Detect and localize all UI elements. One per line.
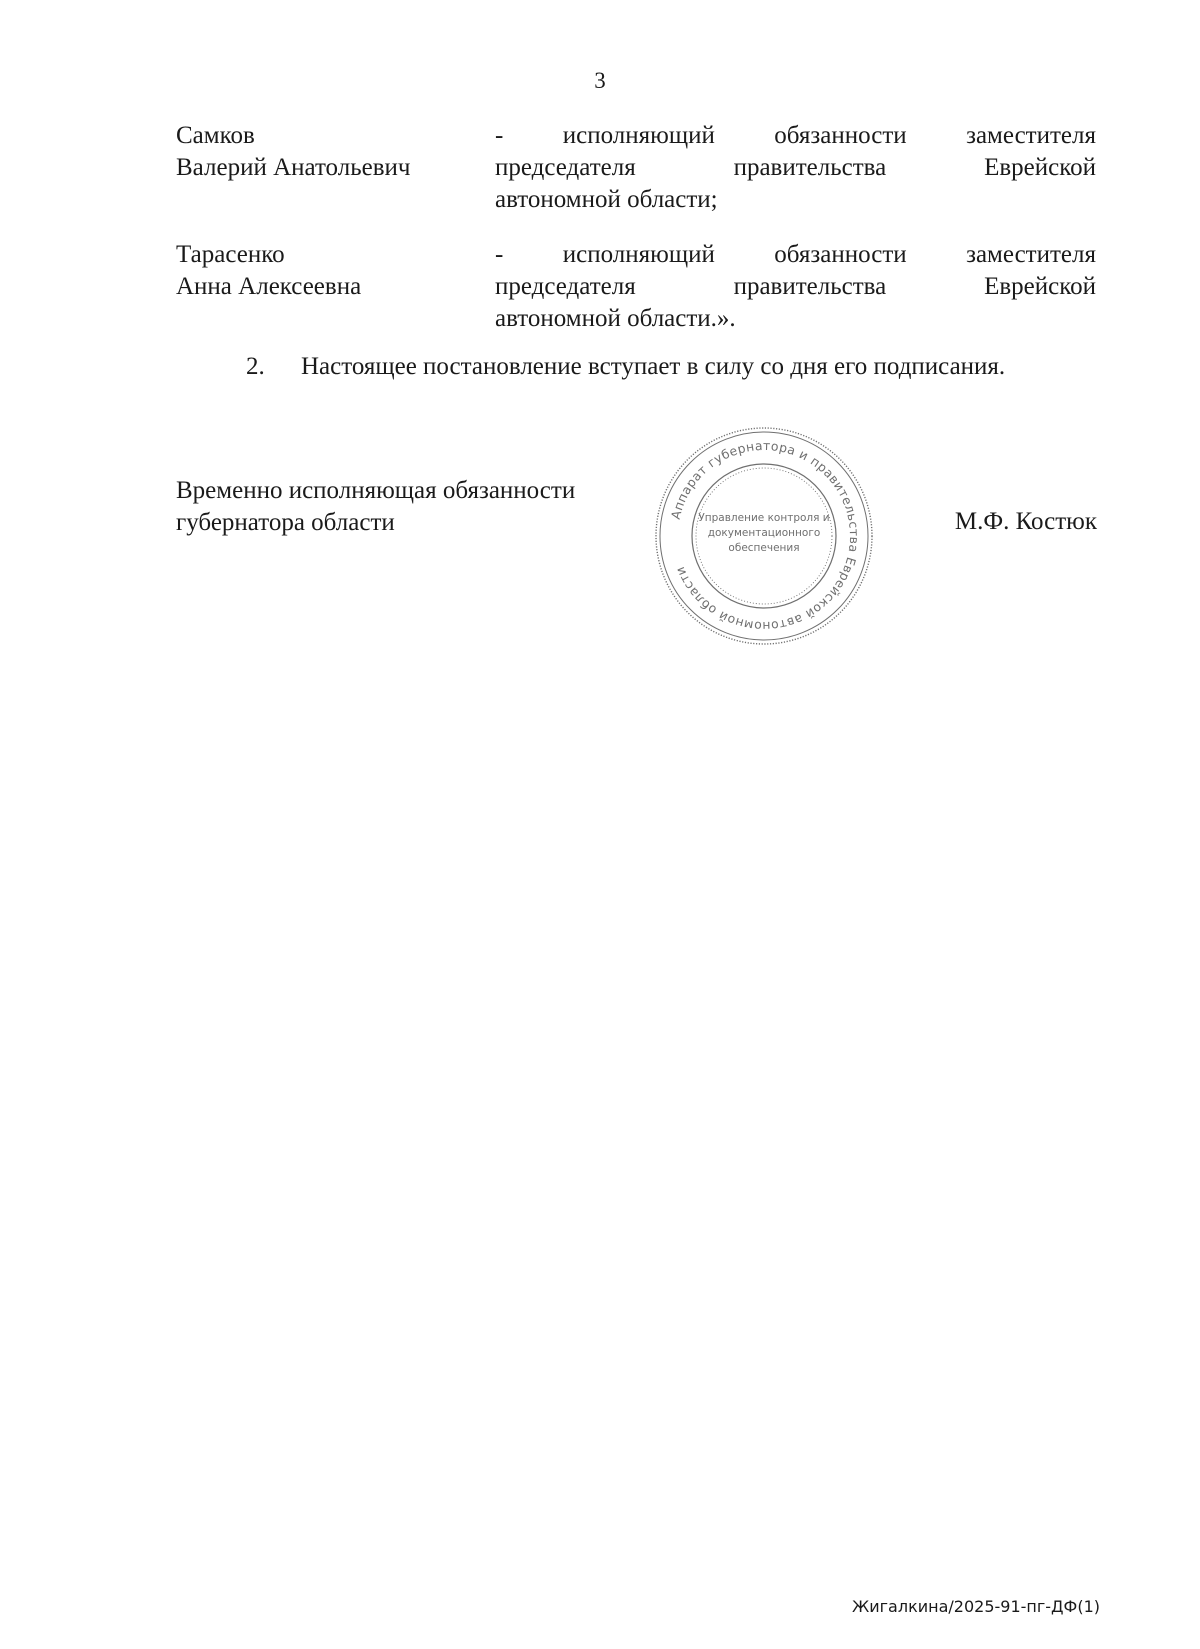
seal-inner-line: Управление контроля и: [698, 512, 830, 524]
page-number: 3: [594, 68, 606, 93]
clause-number: 2.: [246, 353, 265, 380]
seal-inner-line: обеспечения: [728, 542, 800, 554]
role-word: исполняющий: [562, 122, 715, 149]
role-word: председателя: [495, 154, 636, 181]
role-word: исполняющий: [562, 241, 715, 268]
role-word: Еврейской: [984, 273, 1096, 300]
signatory-position-line: Временно исполняющая обязанности: [176, 477, 576, 504]
role-word: -: [495, 122, 504, 149]
official-surname: Тарасенко: [176, 241, 285, 268]
role-line: [495, 152, 1096, 184]
official-role: [495, 120, 1096, 216]
role-word: председателя: [495, 273, 636, 300]
role-word: заместителя: [966, 122, 1096, 149]
role-word: заместителя: [966, 241, 1096, 268]
role-word: -: [495, 241, 504, 268]
role-word: правительства: [733, 273, 887, 300]
role-line: автономной области.».: [495, 305, 736, 332]
seal-inner-line: документационного: [707, 527, 821, 539]
role-line: [495, 120, 1096, 152]
official-name: [176, 120, 476, 184]
role-word: обязанности: [774, 122, 907, 149]
clause-text: Настоящее постановление вступает в силу со дня его подписания.: [301, 353, 1006, 380]
signatory-position-line: губернатора области: [176, 509, 395, 536]
role-line: [495, 239, 1096, 271]
document-code: Жигалкина/2025-91-пг-ДФ(1): [852, 1597, 1100, 1616]
role-line: [495, 271, 1096, 303]
clause-2: [246, 351, 1005, 383]
role-word: правительства: [733, 154, 887, 181]
seal-outer-text: Аппарат губернатора и правительства Еврейской автономной области: [667, 437, 863, 635]
signatory-name: М.Ф. Костюк: [954, 508, 1097, 535]
signatory-position: [176, 475, 575, 539]
official-surname: Самков: [176, 122, 255, 149]
official-role: [495, 239, 1096, 335]
role-word: обязанности: [774, 241, 907, 268]
role-word: Еврейской: [984, 154, 1096, 181]
official-given-names: Анна Алексеевна: [176, 273, 362, 300]
role-line: автономной области;: [495, 186, 718, 213]
official-name: [176, 239, 476, 303]
official-seal: [653, 425, 875, 647]
official-given-names: Валерий Анатольевич: [176, 154, 411, 181]
